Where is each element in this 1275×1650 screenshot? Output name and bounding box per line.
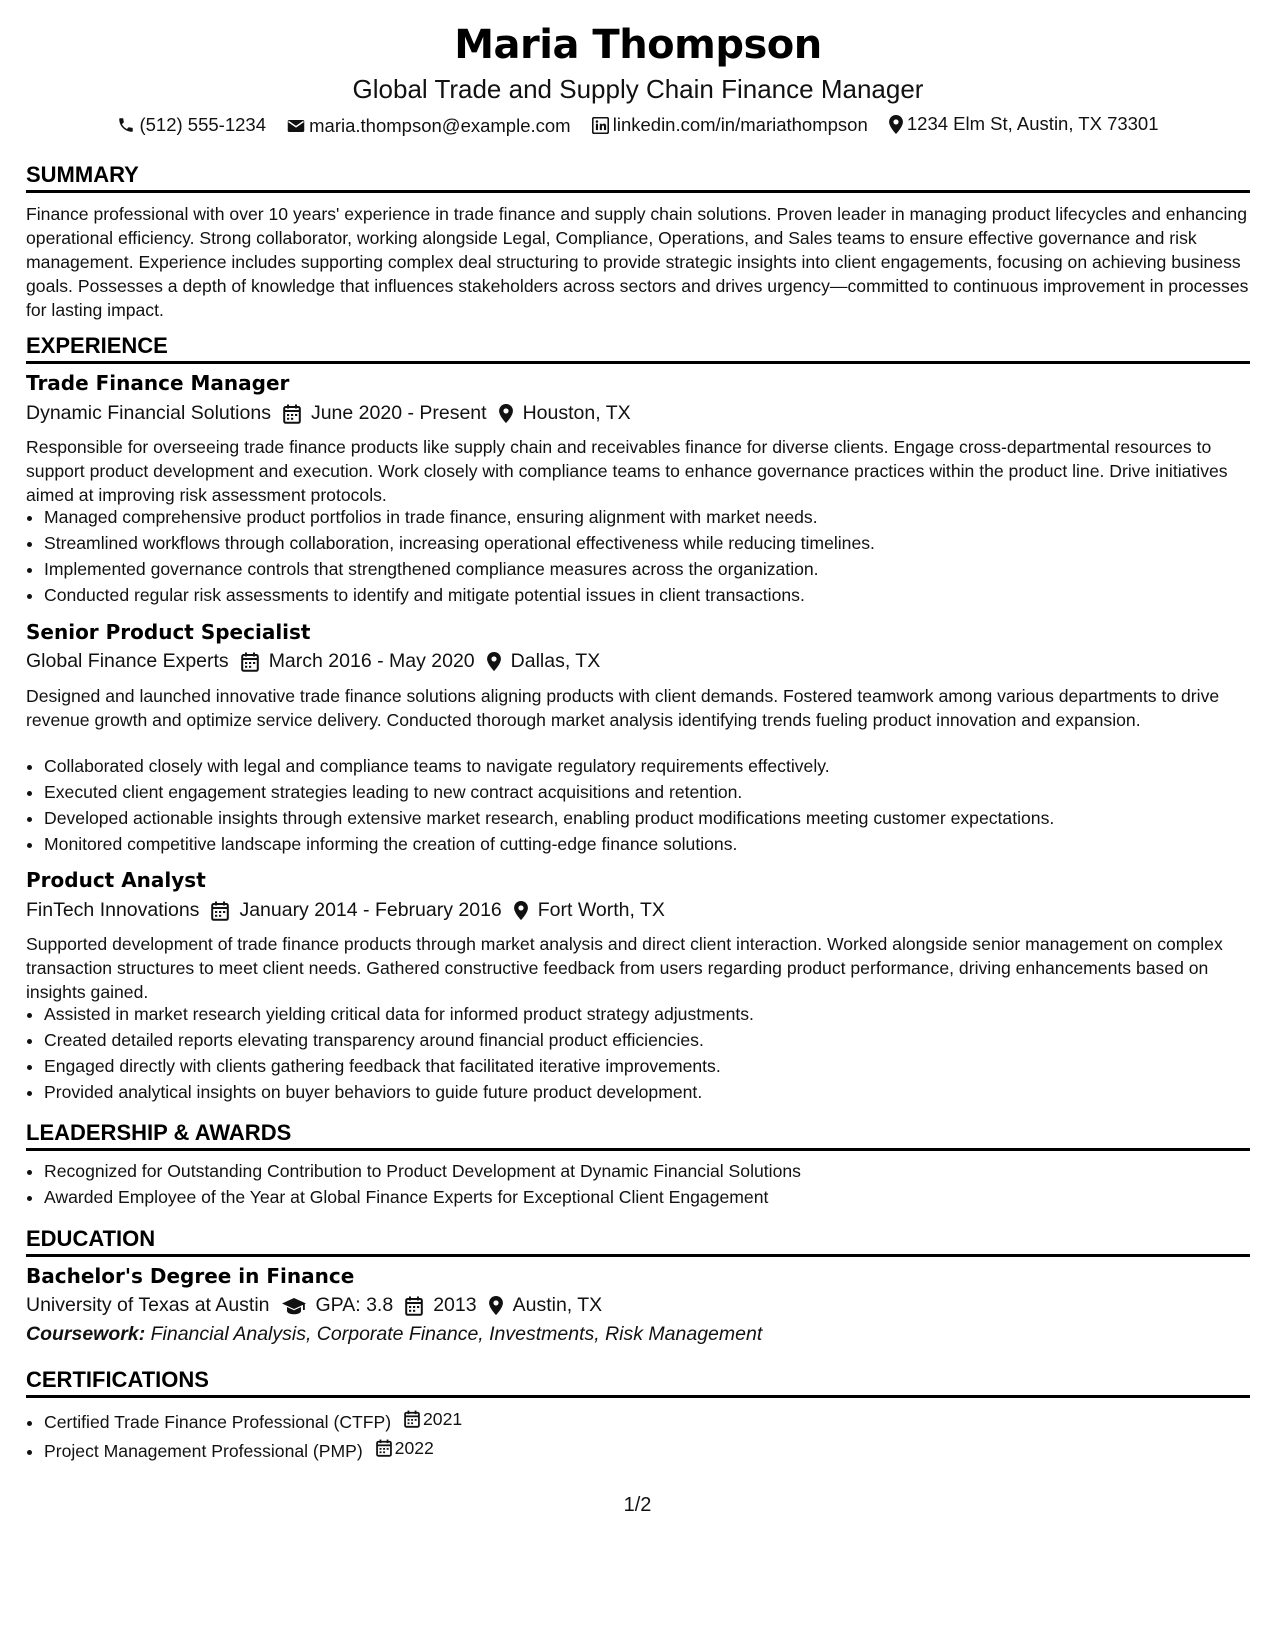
job-title: Product Analyst bbox=[26, 868, 206, 892]
graduation-cap-icon bbox=[282, 1297, 306, 1315]
list-item: • Awarded Employee of the Year at Global Finance Experts for Exceptional Client Engagement bbox=[44, 1184, 1268, 1210]
cert-name: Project Management Professional (PMP) bbox=[44, 1441, 363, 1461]
job-bullets bbox=[26, 504, 1268, 608]
job-meta bbox=[26, 650, 600, 673]
certifications-heading: CERTIFICATIONS bbox=[26, 1367, 1250, 1398]
calendar-icon bbox=[211, 901, 229, 921]
company-name: Global Finance Experts bbox=[26, 650, 229, 672]
certifications-list bbox=[26, 1406, 1268, 1464]
degree-title: Bachelor's Degree in Finance bbox=[26, 1264, 355, 1288]
job-location: Houston, TX bbox=[522, 402, 631, 424]
education-meta bbox=[26, 1294, 602, 1317]
cert-year: 2022 bbox=[394, 1438, 434, 1458]
job-description: Designed and launched innovative trade finance solutions aligning products with client demands. Fostered teamwork among various departments to drive revenue growth and optimize service delivery. Conducted thorough market analysis identifying trends fueling product innovation and expansion. bbox=[26, 686, 1220, 730]
calendar-icon bbox=[404, 1410, 420, 1428]
education-heading: EDUCATION bbox=[26, 1226, 1250, 1257]
summary-text: Finance professional with over 10 years' experience in trade finance and supply chain solutions. Proven leader in managing product lifecycles and enhancing operational efficiency. Strong collaborator, working alongside Legal, Compliance, Operations, and Sales teams to ensure effective governance and risk management. Experience includes supporting complex deal structuring to provide strategic insights into client engagements, focusing on achieving business goals. Possesses a depth of knowledge that influences stakeholders across sectors and drives urgency—committed to continuous improvement in processes for lasting impact. bbox=[26, 204, 1249, 320]
candidate-headline: Global Trade and Supply Chain Finance Manager bbox=[352, 74, 924, 104]
company-name: Dynamic Financial Solutions bbox=[26, 402, 271, 424]
job-location: Dallas, TX bbox=[510, 650, 601, 672]
experience-heading: EXPERIENCE bbox=[26, 333, 1250, 364]
contact-bar bbox=[26, 113, 1250, 139]
list-item: • Managed comprehensive product portfolios in trade finance, ensuring alignment with market needs. bbox=[44, 504, 1268, 530]
calendar-icon bbox=[405, 1296, 423, 1316]
cert-date bbox=[404, 1406, 462, 1432]
list-item: • Monitored competitive landscape informing the creation of cutting-edge finance solutions. bbox=[44, 831, 1268, 857]
job-dates: January 2014 - February 2016 bbox=[239, 899, 502, 921]
job-dates: June 2020 - Present bbox=[310, 402, 487, 424]
page-number: 1/2 bbox=[623, 1494, 652, 1516]
linkedin-text[interactable]: linkedin.com/in/mariathompson bbox=[612, 114, 868, 135]
leadership-list bbox=[26, 1158, 1268, 1210]
list-item: • Implemented governance controls that strengthened compliance measures across the organization. bbox=[44, 556, 1268, 582]
list-item: • Streamlined workflows through collaboration, increasing operational effectiveness while reducing timelines. bbox=[44, 530, 1268, 556]
map-pin-icon bbox=[889, 115, 903, 134]
calendar-icon bbox=[376, 1439, 392, 1457]
envelope-icon bbox=[287, 118, 305, 134]
job-dates: March 2016 - May 2020 bbox=[268, 650, 475, 672]
gpa: GPA: 3.8 bbox=[315, 1294, 394, 1316]
phone-icon bbox=[117, 116, 135, 134]
job-description: Supported development of trade finance products through market analysis and direct client interaction. Worked alongside senior management on complex transaction structures to meet client needs. Gathered constructive feedback from users regarding product performance, driving enhancements based on insights gained. bbox=[26, 934, 1223, 1002]
email-text[interactable]: maria.thompson@example.com bbox=[309, 114, 571, 136]
job-title: Senior Product Specialist bbox=[26, 620, 311, 644]
contact-address bbox=[889, 113, 1159, 135]
contact-email[interactable] bbox=[287, 115, 570, 137]
job-bullets bbox=[26, 753, 1268, 857]
summary-heading: SUMMARY bbox=[26, 162, 1250, 193]
school-name: University of Texas at Austin bbox=[26, 1294, 270, 1316]
list-item bbox=[44, 1435, 1268, 1464]
map-pin-icon bbox=[487, 652, 501, 671]
job-location: Fort Worth, TX bbox=[537, 899, 665, 921]
list-item: • Conducted regular risk assessments to identify and mitigate potential issues in client transactions. bbox=[44, 582, 1268, 608]
job-title: Trade Finance Manager bbox=[26, 371, 290, 395]
cert-name: Certified Trade Finance Professional (CTFP) bbox=[44, 1412, 392, 1432]
list-item: • Collaborated closely with legal and compliance teams to navigate regulatory requirements effectively. bbox=[44, 753, 1268, 779]
school-location: Austin, TX bbox=[512, 1294, 603, 1316]
list-item: • Executed client engagement strategies leading to new contract acquisitions and retention. bbox=[44, 779, 1268, 805]
address-text: 1234 Elm St, Austin, TX 73301 bbox=[906, 113, 1159, 134]
leadership-heading: LEADERSHIP & AWARDS bbox=[26, 1120, 1250, 1151]
linkedin-icon bbox=[592, 117, 609, 134]
map-pin-icon bbox=[499, 404, 513, 423]
company-name: FinTech Innovations bbox=[26, 899, 200, 921]
list-item: • Assisted in market research yielding critical data for informed product strategy adjustments. bbox=[44, 1001, 1268, 1027]
phone-text: (512) 555-1234 bbox=[139, 113, 266, 135]
job-meta bbox=[26, 899, 665, 922]
map-pin-icon bbox=[489, 1296, 503, 1315]
candidate-name: Maria Thompson bbox=[454, 22, 822, 68]
calendar-icon bbox=[241, 652, 259, 672]
list-item: • Created detailed reports elevating transparency around financial product efficiencies. bbox=[44, 1027, 1268, 1053]
graduation-year: 2013 bbox=[433, 1294, 477, 1316]
cert-year: 2021 bbox=[423, 1409, 463, 1429]
job-bullets bbox=[26, 1001, 1268, 1105]
coursework-list: Financial Analysis, Corporate Finance, Investments, Risk Management bbox=[150, 1323, 763, 1345]
map-pin-icon bbox=[514, 901, 528, 920]
list-item: • Recognized for Outstanding Contribution to Product Development at Dynamic Financial Solutions bbox=[44, 1158, 1268, 1184]
list-item bbox=[44, 1406, 1268, 1435]
contact-phone bbox=[117, 114, 266, 136]
job-description: Responsible for overseeing trade finance products like supply chain and receivables finance for diverse clients. Engage cross-departmental resources to support product development and execution. Work closely with compliance teams to enhance governance practices within the product line. Drive initiatives aimed at improving risk assessment protocols. bbox=[26, 437, 1228, 505]
list-item: • Provided analytical insights on buyer behaviors to guide future product development. bbox=[44, 1079, 1268, 1105]
job-meta bbox=[26, 402, 631, 425]
cert-date bbox=[376, 1435, 434, 1461]
coursework-label: Coursework: bbox=[26, 1323, 146, 1345]
calendar-icon bbox=[283, 404, 301, 424]
list-item: • Developed actionable insights through extensive market research, enabling product modifications meeting customer expectations. bbox=[44, 805, 1268, 831]
coursework bbox=[26, 1323, 762, 1346]
contact-linkedin[interactable] bbox=[592, 114, 868, 136]
list-item: • Engaged directly with clients gathering feedback that facilitated iterative improvements. bbox=[44, 1053, 1268, 1079]
